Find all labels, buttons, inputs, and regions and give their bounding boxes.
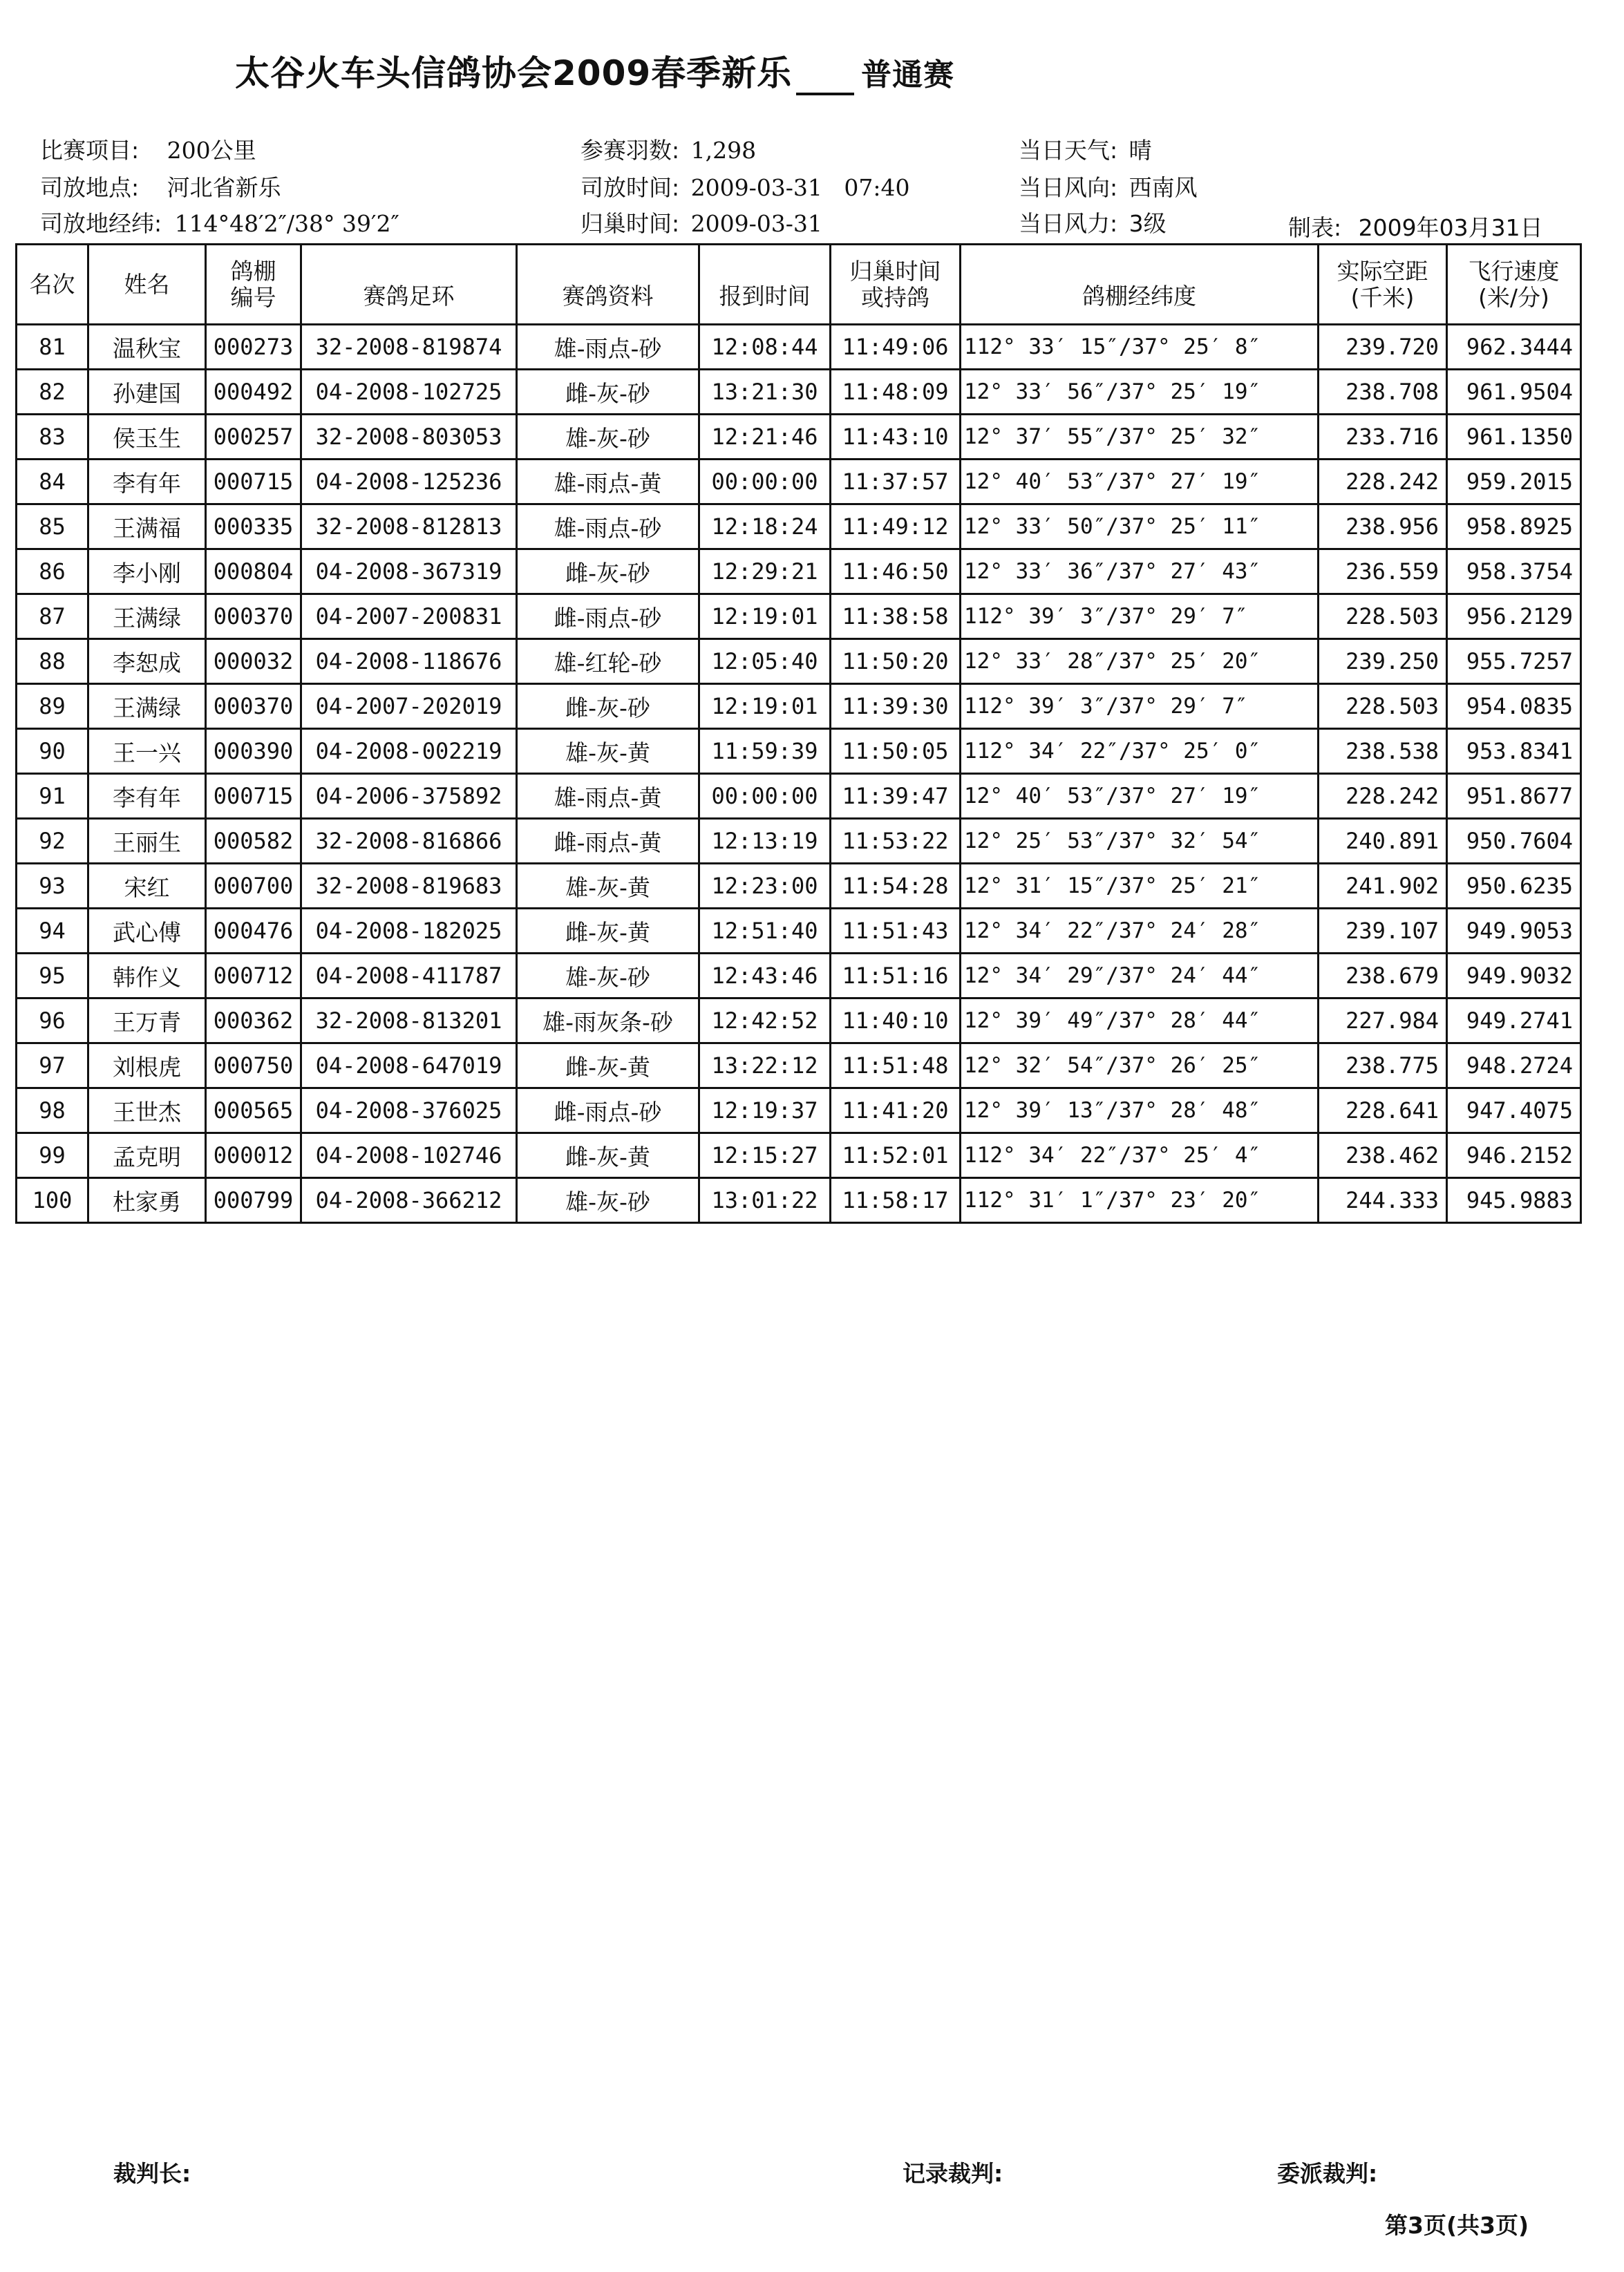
distance-cell: 238.679 [1319,954,1447,998]
table-row [17,415,1581,460]
loft-cell: 000362 [206,998,301,1043]
speed-cell: 949.9053 [1447,909,1581,954]
return-time-cell: 11:58:17 [831,1178,961,1223]
pigeon-info-cell: 雌-雨点-砂 [517,594,699,639]
title-main: 太谷火车头信鸽协会2009春季新乐 [235,53,793,93]
ring-cell: 04-2008-366212 [301,1178,517,1223]
pigeon-info-cell: 雌-雨点-黄 [517,819,699,864]
return-time-cell: 11:53:22 [831,819,961,864]
speed-cell: 962.3444 [1447,325,1581,370]
loft-coordinate-cell: 112° 33′ 15″/37° 25′ 8″ [961,325,1319,370]
loft-cell: 000032 [206,639,301,684]
distance-cell: 244.333 [1319,1178,1447,1223]
pigeon-info-cell: 雌-灰-黄 [517,1043,699,1088]
speed-cell: 953.8341 [1447,729,1581,774]
loft-cell: 000476 [206,909,301,954]
report-time-cell: 12:51:40 [699,909,831,954]
report-time-cell: 12:21:46 [699,415,831,460]
loft-cell: 000712 [206,954,301,998]
pigeon-info-cell: 雌-灰-黄 [517,1133,699,1178]
return-time-cell: 11:41:20 [831,1088,961,1133]
entries-value: 1,298 [690,137,757,164]
table-row [17,1088,1581,1133]
return-time-cell: 11:46:50 [831,549,961,594]
speed-cell: 946.2152 [1447,1133,1581,1178]
speed-cell: 961.9504 [1447,370,1581,415]
loft-coordinate-cell: 12° 39′ 13″/37° 28′ 48″ [961,1088,1319,1133]
loft-coordinate-cell: 12° 33′ 50″/37° 25′ 11″ [961,504,1319,549]
wind-force-label: 当日风力: [1019,210,1118,237]
report-time-cell: 13:22:12 [699,1043,831,1088]
event-label: 比赛项目: [40,137,140,164]
ring-cell: 04-2006-375892 [301,774,517,819]
loft-coordinate-cell: 12° 37′ 55″/37° 25′ 32″ [961,415,1319,460]
loft-cell: 000715 [206,460,301,504]
distance-cell: 228.242 [1319,460,1447,504]
table-row [17,325,1581,370]
loft-cell: 000715 [206,774,301,819]
loft-cell: 000804 [206,549,301,594]
loft-coordinate-cell: 12° 34′ 29″/37° 24′ 44″ [961,954,1319,998]
release-time-label: 司放时间: [580,174,680,201]
entries-info [580,133,756,165]
rank-cell: 88 [17,639,88,684]
table-row [17,729,1581,774]
made-label: 制表: [1288,214,1342,241]
header-info: 赛鸽资料 [517,245,699,325]
table-row [17,594,1581,639]
table-row [17,774,1581,819]
pigeon-info-cell: 雄-灰-砂 [517,954,699,998]
release-time-info [580,170,909,202]
ring-cell: 32-2008-813201 [301,998,517,1043]
name-cell: 武心傅 [88,909,206,954]
loft-cell: 000492 [206,370,301,415]
table-row [17,819,1581,864]
pigeon-info-cell: 雄-雨点-黄 [517,460,699,504]
pigeon-info-cell: 雄-灰-黄 [517,729,699,774]
release-place-info [40,170,281,202]
pigeon-info-cell: 雄-灰-砂 [517,415,699,460]
ring-cell: 04-2008-647019 [301,1043,517,1088]
return-time-cell: 11:39:47 [831,774,961,819]
document-title [235,46,954,95]
pigeon-info-cell: 雄-雨点-黄 [517,774,699,819]
ring-cell: 04-2008-125236 [301,460,517,504]
header-ring: 赛鸽足环 [301,245,517,325]
table-row [17,954,1581,998]
header-loft: 鸽棚 编号 [206,245,301,325]
distance-cell: 238.462 [1319,1133,1447,1178]
header-speed: 飞行速度 (米/分) [1447,245,1581,325]
ring-cell: 04-2008-102746 [301,1133,517,1178]
loft-cell: 000370 [206,594,301,639]
table-row [17,1043,1581,1088]
rank-cell: 100 [17,1178,88,1223]
wind-direction-label: 当日风向: [1019,174,1118,201]
ring-cell: 04-2008-367319 [301,549,517,594]
table-row [17,370,1581,415]
name-cell: 李有年 [88,460,206,504]
results-table [15,243,1582,1224]
table-row [17,504,1581,549]
report-time-cell: 00:00:00 [699,460,831,504]
release-place-value: 河北省新乐 [167,174,281,201]
table-row [17,639,1581,684]
made-value: 2009年03月31日 [1358,214,1543,241]
return-time-cell: 11:52:01 [831,1133,961,1178]
table-row [17,549,1581,594]
chief-referee-label: 裁判长: [113,2160,191,2187]
weather-info [1019,133,1152,165]
speed-cell: 959.2015 [1447,460,1581,504]
header-report: 报到时间 [699,245,831,325]
ring-cell: 32-2008-819683 [301,864,517,909]
speed-cell: 950.6235 [1447,864,1581,909]
loft-coordinate-cell: 12° 33′ 28″/37° 25′ 20″ [961,639,1319,684]
report-time-cell: 12:23:00 [699,864,831,909]
distance-cell: 228.503 [1319,684,1447,729]
name-cell: 李有年 [88,774,206,819]
speed-cell: 958.8925 [1447,504,1581,549]
rank-cell: 92 [17,819,88,864]
return-time-cell: 11:50:20 [831,639,961,684]
distance-cell: 240.891 [1319,819,1447,864]
return-time-cell: 11:49:06 [831,325,961,370]
page-number: 第3页(共3页) [1385,2212,1529,2239]
loft-coordinate-cell: 112° 34′ 22″/37° 25′ 0″ [961,729,1319,774]
name-cell: 刘根虎 [88,1043,206,1088]
rank-cell: 98 [17,1088,88,1133]
return-time-cell: 11:38:58 [831,594,961,639]
loft-coordinate-cell: 12° 34′ 22″/37° 24′ 28″ [961,909,1319,954]
rank-cell: 96 [17,998,88,1043]
header-return: 归巢时间 或持鸽 [831,245,961,325]
ring-cell: 04-2008-002219 [301,729,517,774]
distance-cell: 227.984 [1319,998,1447,1043]
pigeon-info-cell: 雄-雨灰条-砂 [517,998,699,1043]
rank-cell: 81 [17,325,88,370]
wind-direction-value: 西南风 [1129,174,1198,201]
loft-coordinate-cell: 12° 25′ 53″/37° 32′ 54″ [961,819,1319,864]
return-time-cell: 11:40:10 [831,998,961,1043]
name-cell: 宋红 [88,864,206,909]
loft-cell: 000390 [206,729,301,774]
return-time-info [580,206,822,238]
name-cell: 孟克明 [88,1133,206,1178]
table-row [17,684,1581,729]
return-time-label: 归巢时间: [580,210,680,237]
release-time-value: 2009-03-31 07:40 [690,174,910,201]
return-time-cell: 11:50:05 [831,729,961,774]
pigeon-info-cell: 雌-灰-砂 [517,549,699,594]
return-time-cell: 11:37:57 [831,460,961,504]
distance-cell: 239.107 [1319,909,1447,954]
report-time-cell: 00:00:00 [699,774,831,819]
distance-cell: 228.242 [1319,774,1447,819]
name-cell: 侯玉生 [88,415,206,460]
pigeon-info-cell: 雌-灰-黄 [517,909,699,954]
header-name: 姓名 [88,245,206,325]
table-row [17,864,1581,909]
report-time-cell: 12:15:27 [699,1133,831,1178]
release-coord-info [40,206,399,238]
report-time-cell: 12:19:01 [699,594,831,639]
loft-cell: 000273 [206,325,301,370]
name-cell: 李恕成 [88,639,206,684]
name-cell: 王满绿 [88,684,206,729]
header-rank: 名次 [17,245,88,325]
loft-coordinate-cell: 12° 33′ 56″/37° 25′ 19″ [961,370,1319,415]
header-distance: 实际空距 (千米) [1319,245,1447,325]
release-coord-value: 114°48′2″/38° 39′2″ [174,210,399,237]
speed-cell: 949.9032 [1447,954,1581,998]
loft-coordinate-cell: 12° 33′ 36″/37° 27′ 43″ [961,549,1319,594]
distance-cell: 239.720 [1319,325,1447,370]
report-time-cell: 12:05:40 [699,639,831,684]
distance-cell: 228.503 [1319,594,1447,639]
distance-cell: 239.250 [1319,639,1447,684]
recorder-referee-label: 记录裁判: [903,2160,1003,2187]
appointed-referee-label: 委派裁判: [1277,2160,1378,2187]
name-cell: 孙建国 [88,370,206,415]
return-time-cell: 11:51:43 [831,909,961,954]
distance-cell: 228.641 [1319,1088,1447,1133]
speed-cell: 954.0835 [1447,684,1581,729]
pigeon-info-cell: 雌-灰-砂 [517,684,699,729]
pigeon-info-cell: 雄-红轮-砂 [517,639,699,684]
ring-cell: 04-2008-118676 [301,639,517,684]
wind-direction-info [1019,170,1198,202]
speed-cell: 956.2129 [1447,594,1581,639]
name-cell: 王一兴 [88,729,206,774]
rank-cell: 94 [17,909,88,954]
name-cell: 李小刚 [88,549,206,594]
made-date-info [1288,210,1543,243]
report-time-cell: 12:43:46 [699,954,831,998]
speed-cell: 949.2741 [1447,998,1581,1043]
distance-cell: 238.538 [1319,729,1447,774]
pigeon-info-cell: 雌-雨点-砂 [517,1088,699,1133]
speed-cell: 950.7604 [1447,819,1581,864]
name-cell: 杜家勇 [88,1178,206,1223]
loft-coordinate-cell: 12° 40′ 53″/37° 27′ 19″ [961,460,1319,504]
name-cell: 王满绿 [88,594,206,639]
loft-cell: 000700 [206,864,301,909]
report-time-cell: 11:59:39 [699,729,831,774]
loft-cell: 000257 [206,415,301,460]
table-row [17,1178,1581,1223]
ring-cell: 32-2008-816866 [301,819,517,864]
ring-cell: 04-2008-376025 [301,1088,517,1133]
loft-cell: 000565 [206,1088,301,1133]
name-cell: 王世杰 [88,1088,206,1133]
loft-coordinate-cell: 12° 31′ 15″/37° 25′ 21″ [961,864,1319,909]
loft-cell: 000582 [206,819,301,864]
name-cell: 王满福 [88,504,206,549]
loft-coordinate-cell: 12° 32′ 54″/37° 26′ 25″ [961,1043,1319,1088]
report-time-cell: 12:18:24 [699,504,831,549]
name-cell: 温秋宝 [88,325,206,370]
return-time-cell: 11:48:09 [831,370,961,415]
loft-cell: 000335 [206,504,301,549]
rank-cell: 99 [17,1133,88,1178]
distance-cell: 238.956 [1319,504,1447,549]
return-time-cell: 11:49:12 [831,504,961,549]
report-time-cell: 12:19:01 [699,684,831,729]
event-value: 200公里 [167,137,256,164]
title-sub: 普通赛 [861,57,955,93]
table-header-row [17,245,1581,325]
speed-cell: 958.3754 [1447,549,1581,594]
report-time-cell: 13:21:30 [699,370,831,415]
speed-cell: 961.1350 [1447,415,1581,460]
rank-cell: 87 [17,594,88,639]
table-row [17,998,1581,1043]
distance-cell: 238.708 [1319,370,1447,415]
speed-cell: 955.7257 [1447,639,1581,684]
return-time-cell: 11:51:16 [831,954,961,998]
rank-cell: 83 [17,415,88,460]
loft-coordinate-cell: 112° 31′ 1″/37° 23′ 20″ [961,1178,1319,1223]
pigeon-info-cell: 雄-雨点-砂 [517,325,699,370]
loft-cell: 000370 [206,684,301,729]
rank-cell: 90 [17,729,88,774]
return-time-cell: 11:43:10 [831,415,961,460]
name-cell: 王万青 [88,998,206,1043]
event-info [40,133,256,165]
ring-cell: 04-2007-202019 [301,684,517,729]
return-time-value: 2009-03-31 [690,210,822,237]
speed-cell: 948.2724 [1447,1043,1581,1088]
loft-coordinate-cell: 112° 34′ 22″/37° 25′ 4″ [961,1133,1319,1178]
rank-cell: 93 [17,864,88,909]
distance-cell: 238.775 [1319,1043,1447,1088]
return-time-cell: 11:54:28 [831,864,961,909]
wind-force-value: 3级 [1129,210,1167,237]
rank-cell: 85 [17,504,88,549]
release-place-label: 司放地点: [40,174,140,201]
speed-cell: 945.9883 [1447,1178,1581,1223]
return-time-cell: 11:39:30 [831,684,961,729]
loft-cell: 000012 [206,1133,301,1178]
pigeon-info-cell: 雌-灰-砂 [517,370,699,415]
title-blank-line [796,65,854,95]
loft-coordinate-cell: 12° 40′ 53″/37° 27′ 19″ [961,774,1319,819]
table-row [17,460,1581,504]
weather-value: 晴 [1129,137,1152,164]
loft-coordinate-cell: 12° 39′ 49″/37° 28′ 44″ [961,998,1319,1043]
header-coord: 鸽棚经纬度 [961,245,1319,325]
loft-cell: 000799 [206,1178,301,1223]
speed-cell: 951.8677 [1447,774,1581,819]
return-time-cell: 11:51:48 [831,1043,961,1088]
ring-cell: 04-2008-411787 [301,954,517,998]
report-time-cell: 12:29:21 [699,549,831,594]
rank-cell: 91 [17,774,88,819]
table-row [17,1133,1581,1178]
release-coord-label: 司放地经纬: [40,210,162,237]
ring-cell: 04-2007-200831 [301,594,517,639]
rank-cell: 84 [17,460,88,504]
distance-cell: 241.902 [1319,864,1447,909]
entries-label: 参赛羽数: [580,137,680,164]
report-time-cell: 12:42:52 [699,998,831,1043]
loft-coordinate-cell: 112° 39′ 3″/37° 29′ 7″ [961,594,1319,639]
pigeon-info-cell: 雄-灰-黄 [517,864,699,909]
weather-label: 当日天气: [1019,137,1118,164]
rank-cell: 95 [17,954,88,998]
distance-cell: 233.716 [1319,415,1447,460]
pigeon-info-cell: 雄-雨点-砂 [517,504,699,549]
report-time-cell: 12:08:44 [699,325,831,370]
rank-cell: 89 [17,684,88,729]
name-cell: 王丽生 [88,819,206,864]
ring-cell: 04-2008-102725 [301,370,517,415]
report-time-cell: 12:19:37 [699,1088,831,1133]
distance-cell: 236.559 [1319,549,1447,594]
ring-cell: 32-2008-819874 [301,325,517,370]
speed-cell: 947.4075 [1447,1088,1581,1133]
loft-coordinate-cell: 112° 39′ 3″/37° 29′ 7″ [961,684,1319,729]
name-cell: 韩作义 [88,954,206,998]
ring-cell: 04-2008-182025 [301,909,517,954]
ring-cell: 32-2008-812813 [301,504,517,549]
rank-cell: 97 [17,1043,88,1088]
rank-cell: 82 [17,370,88,415]
wind-force-info [1019,206,1167,238]
loft-cell: 000750 [206,1043,301,1088]
report-time-cell: 13:01:22 [699,1178,831,1223]
ring-cell: 32-2008-803053 [301,415,517,460]
pigeon-info-cell: 雄-灰-砂 [517,1178,699,1223]
table-row [17,909,1581,954]
rank-cell: 86 [17,549,88,594]
report-time-cell: 12:13:19 [699,819,831,864]
